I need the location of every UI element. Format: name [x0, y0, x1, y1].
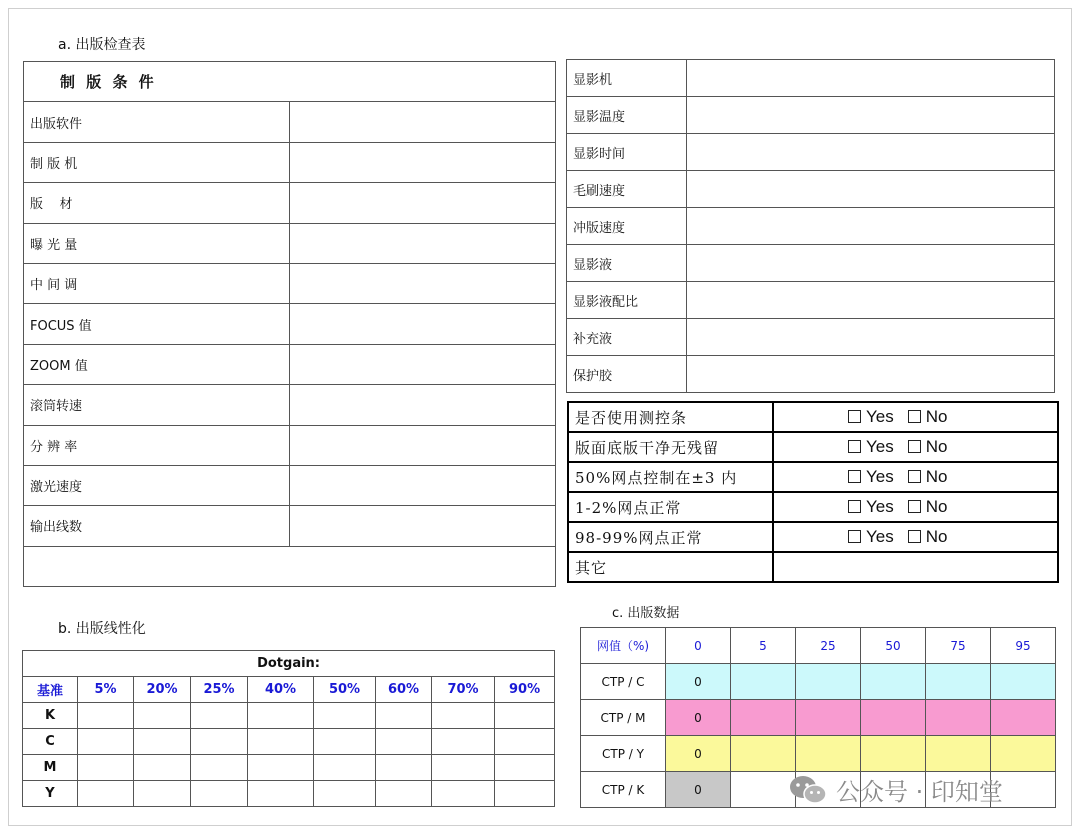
- no-checkbox[interactable]: [908, 470, 921, 483]
- develop-label: 保护胶: [567, 356, 687, 393]
- yes-option[interactable]: [848, 497, 894, 516]
- lin-cell[interactable]: [191, 729, 248, 755]
- data-cell[interactable]: [861, 700, 926, 736]
- condition-value-cell[interactable]: [290, 385, 556, 425]
- condition-label: FOCUS 值: [24, 304, 290, 344]
- data-cell[interactable]: [926, 664, 991, 700]
- no-label: No: [925, 497, 948, 516]
- condition-label: 分 辨 率: [24, 425, 290, 465]
- linearization-table: [22, 650, 555, 807]
- section-c-title: c. 出版数据: [612, 606, 680, 621]
- lin-cell[interactable]: [78, 729, 134, 755]
- lin-cell[interactable]: [314, 703, 376, 729]
- data-cell[interactable]: [731, 700, 796, 736]
- checklist-options: [773, 402, 1058, 432]
- yes-label: Yes: [866, 497, 894, 516]
- lin-cell[interactable]: [248, 703, 314, 729]
- watermark: [788, 772, 1003, 807]
- lin-cell[interactable]: [432, 781, 495, 807]
- yes-label: Yes: [866, 407, 894, 426]
- no-checkbox[interactable]: [908, 530, 921, 543]
- no-option[interactable]: [908, 497, 948, 516]
- condition-label: 滚筒转速: [24, 385, 290, 425]
- yes-checkbox[interactable]: [848, 530, 861, 543]
- data-cell[interactable]: [926, 700, 991, 736]
- checklist-options: [773, 432, 1058, 462]
- no-label: No: [925, 407, 948, 426]
- no-checkbox[interactable]: [908, 500, 921, 513]
- section-b-title: b. 出版线性化: [58, 621, 146, 637]
- no-checkbox[interactable]: [908, 440, 921, 453]
- yes-label: Yes: [866, 467, 894, 486]
- develop-label: 冲版速度: [567, 208, 687, 245]
- lin-cell[interactable]: [314, 755, 376, 781]
- no-option[interactable]: [908, 467, 948, 486]
- yes-option[interactable]: [848, 467, 894, 486]
- condition-value-cell[interactable]: [290, 465, 556, 505]
- lin-cell[interactable]: [314, 729, 376, 755]
- data-col-header: 50: [861, 628, 926, 664]
- condition-label: 制 版 机: [24, 142, 290, 182]
- lin-col-header: 40%: [248, 677, 314, 703]
- condition-value-cell[interactable]: [290, 304, 556, 344]
- lin-cell[interactable]: [134, 755, 191, 781]
- data-cell[interactable]: [991, 664, 1056, 700]
- condition-value-cell[interactable]: [290, 102, 556, 142]
- yes-checkbox[interactable]: [848, 470, 861, 483]
- develop-label: 毛刷速度: [567, 171, 687, 208]
- checklist-options: [773, 462, 1058, 492]
- lin-col-header: 70%: [432, 677, 495, 703]
- develop-value-cell[interactable]: [687, 60, 1055, 97]
- develop-label: 显影时间: [567, 134, 687, 171]
- data-col-header: 网值（%): [581, 628, 666, 664]
- develop-label: 显影液: [567, 245, 687, 282]
- lin-cell[interactable]: [432, 729, 495, 755]
- lin-row-label: M: [23, 755, 78, 781]
- data-col-header: 75: [926, 628, 991, 664]
- lin-cell[interactable]: [495, 703, 555, 729]
- watermark-text: 公众号 · 印知堂: [836, 778, 1003, 806]
- yes-checkbox[interactable]: [848, 500, 861, 513]
- lin-cell[interactable]: [495, 781, 555, 807]
- lin-row-label: Y: [23, 781, 78, 807]
- lin-cell[interactable]: [134, 703, 191, 729]
- other-value-cell[interactable]: [773, 552, 1058, 582]
- lin-col-header: 20%: [134, 677, 191, 703]
- condition-blank-row[interactable]: [24, 546, 556, 586]
- lin-cell[interactable]: [248, 781, 314, 807]
- checklist-options: [773, 522, 1058, 552]
- develop-label: 显影温度: [567, 97, 687, 134]
- checklist-table: [567, 401, 1059, 583]
- lin-cell[interactable]: [78, 755, 134, 781]
- data-cell[interactable]: 0: [666, 664, 731, 700]
- data-cell[interactable]: [796, 664, 861, 700]
- checklist-label: 98-99%网点正常: [568, 522, 773, 552]
- develop-label: 补充液: [567, 319, 687, 356]
- lin-cell[interactable]: [191, 781, 248, 807]
- develop-value-cell[interactable]: [687, 134, 1055, 171]
- lin-cell[interactable]: [191, 755, 248, 781]
- condition-value-cell[interactable]: [290, 425, 556, 465]
- data-col-header: 95: [991, 628, 1056, 664]
- section-a-title: a. 出版检查表: [58, 37, 146, 53]
- yes-option[interactable]: [848, 527, 894, 546]
- no-label: No: [925, 527, 948, 546]
- condition-label: 曝 光 量: [24, 223, 290, 263]
- lin-cell[interactable]: [495, 729, 555, 755]
- data-cell[interactable]: 0: [666, 772, 731, 808]
- lin-cell[interactable]: [376, 781, 432, 807]
- lin-cell[interactable]: [376, 703, 432, 729]
- yes-checkbox[interactable]: [848, 410, 861, 423]
- data-row-label: CTP / K: [581, 772, 666, 808]
- lin-row-label: K: [23, 703, 78, 729]
- data-row-label: CTP / C: [581, 664, 666, 700]
- condition-label: ZOOM 值: [24, 344, 290, 384]
- data-col-header: 5: [731, 628, 796, 664]
- develop-label: 显影机: [567, 60, 687, 97]
- lin-cell[interactable]: [248, 755, 314, 781]
- data-cell[interactable]: [991, 700, 1056, 736]
- data-cell[interactable]: [861, 736, 926, 772]
- data-row-label: CTP / Y: [581, 736, 666, 772]
- lin-col-header: 25%: [191, 677, 248, 703]
- yes-option[interactable]: [848, 407, 894, 426]
- lin-cell[interactable]: [376, 729, 432, 755]
- plate-conditions-header: 制 版 条 件: [24, 62, 556, 102]
- develop-value-cell[interactable]: [687, 208, 1055, 245]
- data-cell[interactable]: [926, 736, 991, 772]
- lin-col-header: 基准: [23, 677, 78, 703]
- no-option[interactable]: [908, 527, 948, 546]
- checklist-options: [773, 492, 1058, 522]
- condition-value-cell[interactable]: [290, 506, 556, 546]
- condition-value-cell[interactable]: [290, 344, 556, 384]
- develop-value-cell[interactable]: [687, 245, 1055, 282]
- lin-cell[interactable]: [432, 755, 495, 781]
- develop-value-cell[interactable]: [687, 282, 1055, 319]
- no-option[interactable]: [908, 407, 948, 426]
- data-cell[interactable]: [796, 736, 861, 772]
- lin-col-header: 5%: [78, 677, 134, 703]
- data-cell[interactable]: 0: [666, 700, 731, 736]
- checklist-label: 版面底版干净无残留: [568, 432, 773, 462]
- condition-label: 激光速度: [24, 465, 290, 505]
- condition-label: 输出线数: [24, 506, 290, 546]
- lin-cell[interactable]: [78, 703, 134, 729]
- data-row-label: CTP / M: [581, 700, 666, 736]
- yes-option[interactable]: [848, 437, 894, 456]
- develop-value-cell[interactable]: [687, 171, 1055, 208]
- develop-value-cell[interactable]: [687, 97, 1055, 134]
- develop-value-cell[interactable]: [687, 319, 1055, 356]
- condition-value-cell[interactable]: [290, 223, 556, 263]
- data-cell[interactable]: [991, 736, 1056, 772]
- lin-col-header: 50%: [314, 677, 376, 703]
- condition-label: 版 材: [24, 183, 290, 223]
- checklist-label: 是否使用测控条: [568, 402, 773, 432]
- other-label: 其它: [568, 552, 773, 582]
- lin-cell[interactable]: [495, 755, 555, 781]
- data-col-header: 25: [796, 628, 861, 664]
- lin-row-label: C: [23, 729, 78, 755]
- lin-cell[interactable]: [248, 729, 314, 755]
- lin-col-header: 90%: [495, 677, 555, 703]
- no-label: No: [925, 437, 948, 456]
- lin-cell[interactable]: [432, 703, 495, 729]
- wechat-icon: [788, 774, 828, 806]
- data-cell[interactable]: 0: [666, 736, 731, 772]
- lin-cell[interactable]: [376, 755, 432, 781]
- condition-value-cell[interactable]: [290, 263, 556, 303]
- plate-conditions-table: [23, 61, 556, 587]
- yes-checkbox[interactable]: [848, 440, 861, 453]
- lin-col-header: 60%: [376, 677, 432, 703]
- condition-label: 出版软件: [24, 102, 290, 142]
- condition-value-cell[interactable]: [290, 142, 556, 182]
- lin-cell[interactable]: [78, 781, 134, 807]
- checklist-label: 50%网点控制在±3 内: [568, 462, 773, 492]
- condition-value-cell[interactable]: [290, 183, 556, 223]
- condition-label: 中 间 调: [24, 263, 290, 303]
- develop-value-cell[interactable]: [687, 356, 1055, 393]
- data-cell[interactable]: [796, 700, 861, 736]
- develop-table: [566, 59, 1055, 393]
- lin-cell[interactable]: [314, 781, 376, 807]
- data-cell[interactable]: [731, 736, 796, 772]
- dotgain-label: Dotgain:: [23, 651, 555, 677]
- develop-label: 显影液配比: [567, 282, 687, 319]
- data-cell[interactable]: [731, 772, 796, 808]
- data-cell[interactable]: [731, 664, 796, 700]
- no-option[interactable]: [908, 437, 948, 456]
- data-cell[interactable]: [861, 664, 926, 700]
- lin-cell[interactable]: [134, 781, 191, 807]
- no-label: No: [925, 467, 948, 486]
- lin-cell[interactable]: [134, 729, 191, 755]
- checklist-label: 1-2%网点正常: [568, 492, 773, 522]
- yes-label: Yes: [866, 527, 894, 546]
- lin-cell[interactable]: [191, 703, 248, 729]
- yes-label: Yes: [866, 437, 894, 456]
- no-checkbox[interactable]: [908, 410, 921, 423]
- data-col-header: 0: [666, 628, 731, 664]
